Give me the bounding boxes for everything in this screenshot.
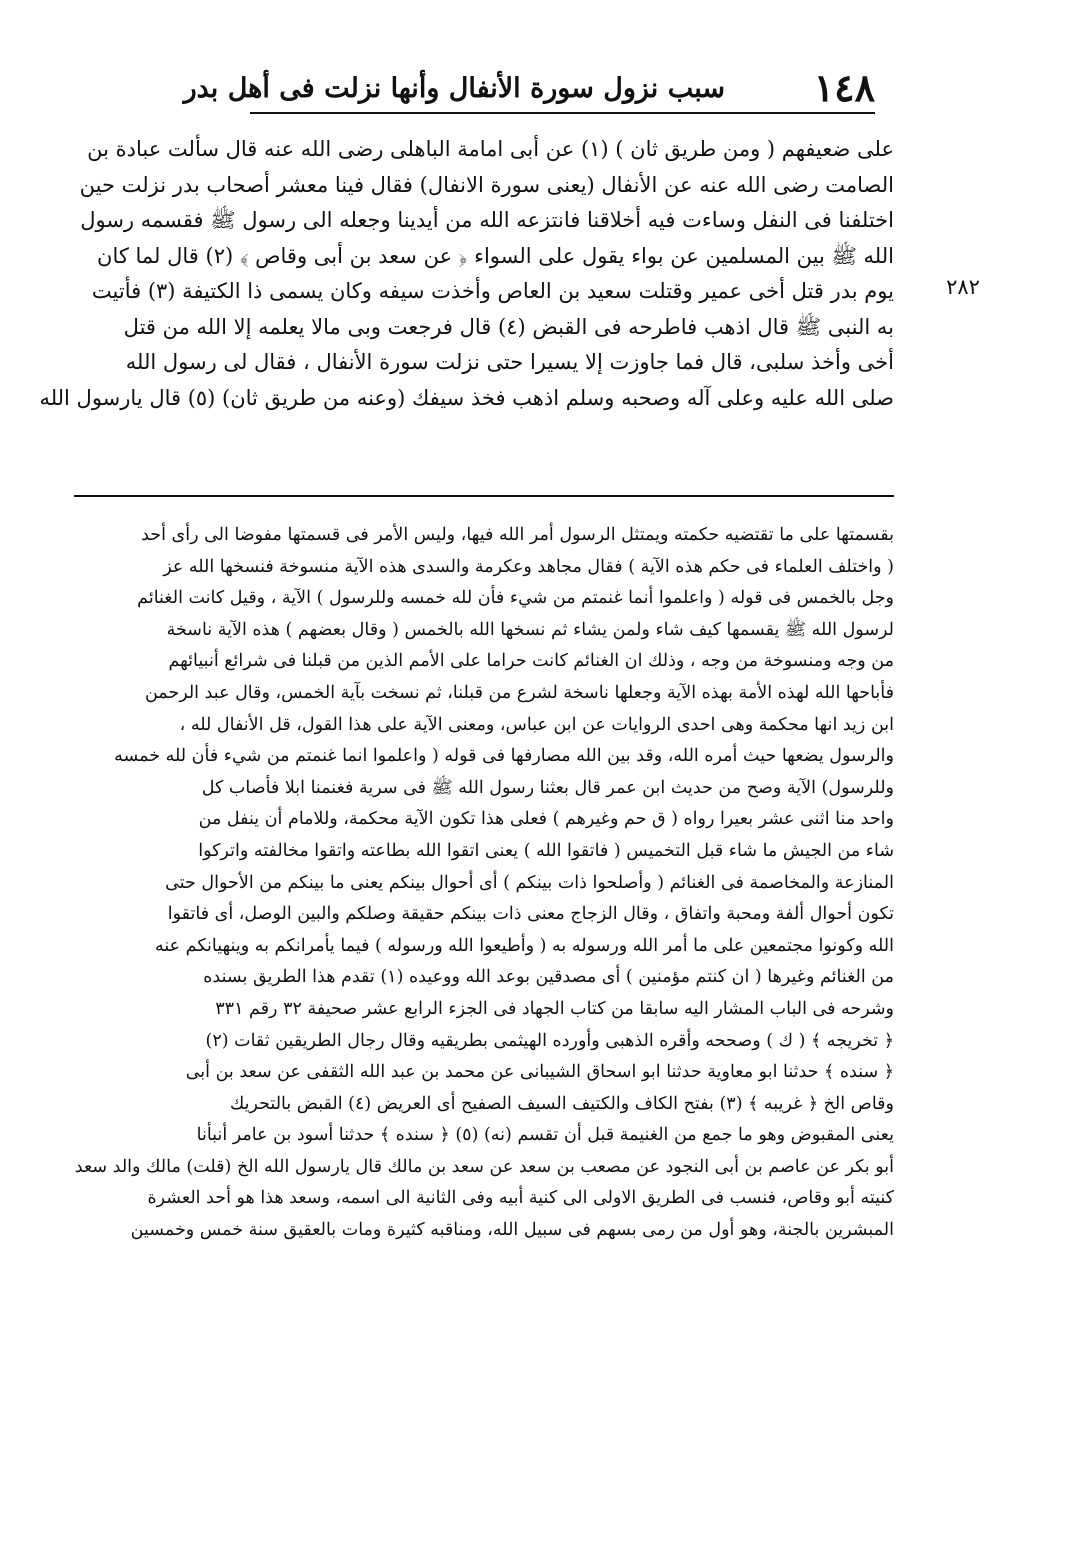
footnote-line: وقاص الخ ﴿ غريبه ﴾ (٣) بفتح الكاف والكتيف السيف الصفيح أى العريض (٤) القبض بالتحريك [229,1093,894,1114]
footnote-line: وجل بالخمس فى قوله ( واعلموا أنما غنمتم من شيء فأن لله خمسه وللرسول ) الآية ، وقيل كانت الغنائم [137,588,894,609]
footnote-line: بقسمتها على ما تقتضيه حكمته ويمتثل الرسول أمر الله فيها، وليس الأمر فى قسمتها مفوضا الى رأى أحد [141,525,894,545]
footnote-line: ﴿ سنده ﴾ حدثنا ابو معاوية حدثنا ابو اسحاق الشيبانى عن محمد بن عبد الله الثقفى عن سعد بن أبى [185,1062,894,1083]
main-text-line: اختلفنا فى النفل وساءت فيه أخلاقنا فانتزعه الله من أيدينا وجعله الى رسول ﷺ فقسمه رسول [80,208,894,232]
footnote-line: الله وكونوا مجتمعين على ما أمر الله ورسوله به ( وأطيعوا الله ورسوله ) فيما يأمرانكم به وينهيانكم عنه [155,935,894,956]
footnote-line: وللرسول) الآية وصح من حديث ابن عمر قال بعثنا رسول الله ﷺ فى سرية فغنمنا ابلا فأصاب كل [201,777,894,798]
footnote-line: ﴿ تخريجه ﴾ ( ك ) وصححه وأقره الذهبى وأورده الهيثمى بطريقيه وقال رجال الطريقين ثقات (٢) [205,1030,894,1051]
footnote-line: أبو بكر عن عاصم بن أبى النجود عن مصعب بن سعد عن سعد بن مالك قال يارسول الله الخ (قلت) مالك والد سعد [74,1156,894,1177]
footnote-line: لرسول الله ﷺ يقسمها كيف شاء ولمن يشاء ثم نسخها الله بالخمس ( وقال بعضهم ) هذه الآية ناسخة [166,619,894,640]
running-title: سبب نزول سورة الأنفال وأنها نزلت فى أهل بدر [183,73,725,104]
main-text-line: أخى وأخذ سلبى، قال فما جاوزت إلا يسيرا حتى نزلت سورة الأنفال ، فقال لى رسول الله [125,350,894,374]
page-header [183,65,875,114]
main-text-line: يوم بدر قتل أخى عمير وقتلت سعيد بن العاص وأخذت سيفه وكان يسمى ذا الكتيفة (٣) فأتيت [91,279,894,303]
footnote-line: وشرحه فى الباب المشار اليه سابقا من كتاب الجهاد فى الجزء الرابع عشر صحيفة ٣٢ رقم ٣٣١ [215,998,894,1019]
footnote-line: من الغنائم وغيرها ( ان كنتم مؤمنين ) أى مصدقين بوعد الله ووعيده (١) تقدم هذا الطريق بسنده [203,967,894,988]
main-text-line: الله ﷺ بين المسلمين عن بواء يقول على السواء ﴿ عن سعد بن أبى وقاص ﴾ (٢) قال لما كان [97,243,894,268]
main-text-line: به النبى ﷺ قال اذهب فاطرحه فى القبض (٤) قال فرجعت وبى مالا يعلمه إلا الله من قتل [123,314,894,339]
footnote-line: واحد منا اثنى عشر بعيرا رواه ( ق حم وغيرهم ) فعلى هذا تكون الآية محكمة، وللامام أن ينفل من [198,809,894,830]
footnote-line: كنيته أبو وقاص، فنسب فى الطريق الاولى الى كنية أبيه وفى الثانية الى اسمه، وسعد هذا هو أحد العشرة [147,1188,894,1209]
footnote-line: والرسول يضعها حيث أمره الله، وقد بين الله مصارفها فى قوله ( واعلموا انما غنمتم من شيء فأن لله خمسه [114,746,894,767]
footnote-line: المنازعة والمخاصمة فى الغنائم ( وأصلحوا ذات بينكم ) أى أحوال بينكم يعنى ما بينكم من الأحوال حتى [165,872,894,893]
main-text-line: الصامت رضى الله عنه عن الأنفال (يعنى سورة الانفال) فقال فينا معشر أصحاب بدر نزلت حين [79,172,894,197]
main-text [39,132,894,416]
footnote-line: من وجه ومنسوخة من وجه ، وذلك ان الغنائم كانت حراما على الأمم الذين من قبلنا فى شرائع أنبيائهم [168,651,894,672]
hadith-number: ٢٨٢ [946,275,980,299]
footnote-line: يعنى المقبوض وهو ما جمع من الغنيمة قبل أن تقسم (نه) (٥) ﴿ سنده ﴾ حدثنا أسود بن عامر أنبأنا [196,1125,894,1146]
main-text-line: صلى الله عليه وعلى آله وصحبه وسلم اذهب فخذ سيفك (وعنه من طريق ثان) (٥) قال يارسول الله [39,385,894,410]
footnote-line: المبشرين بالجنة، وهو أول من رمى بسهم فى سبيل الله، ومناقبه كثيرة ومات بالعقيق سنة خمس وخمسين [130,1220,894,1241]
footnote-line: شاء من الجيش ما شاء قبل التخميس ( فاتقوا الله ) يعنى اتقوا الله بطاعته واتقوا مخالفته واتركوا [198,840,894,861]
separator-rule [74,495,894,497]
footnote-line: تكون أحوال ألفة ومحبة واتفاق ، وقال الزجاج معنى ذات بينكم حقيقة وصلكم والبين الوصل، أى فاتقوا [167,904,894,925]
page-number: ١٤٨ [813,65,875,110]
footnotes [74,520,894,1247]
footnote-line: فأباحها الله لهذه الأمة بهذه الآية وجعلها ناسخة لشرع من قبلنا، ثم نسخت بآية الخمس، وقال عبد الرحمن [144,682,894,703]
main-text-line: على ضعيفهم ( ومن طريق ثان ) (١) عن أبى امامة الباهلى رضى الله عنه قال سألت عبادة بن [87,137,894,161]
footnote-line: ابن زيد انها محكمة وهى احدى الروايات عن ابن عباس، ومعنى الآية على هذا القول، قل الأنفال لله ، [179,714,894,735]
footnote-line: ( واختلف العلماء فى حكم هذه الآية ) فقال مجاهد وعكرمة والسدى هذه الآية منسوخة فنسخها الله عز [163,556,894,577]
